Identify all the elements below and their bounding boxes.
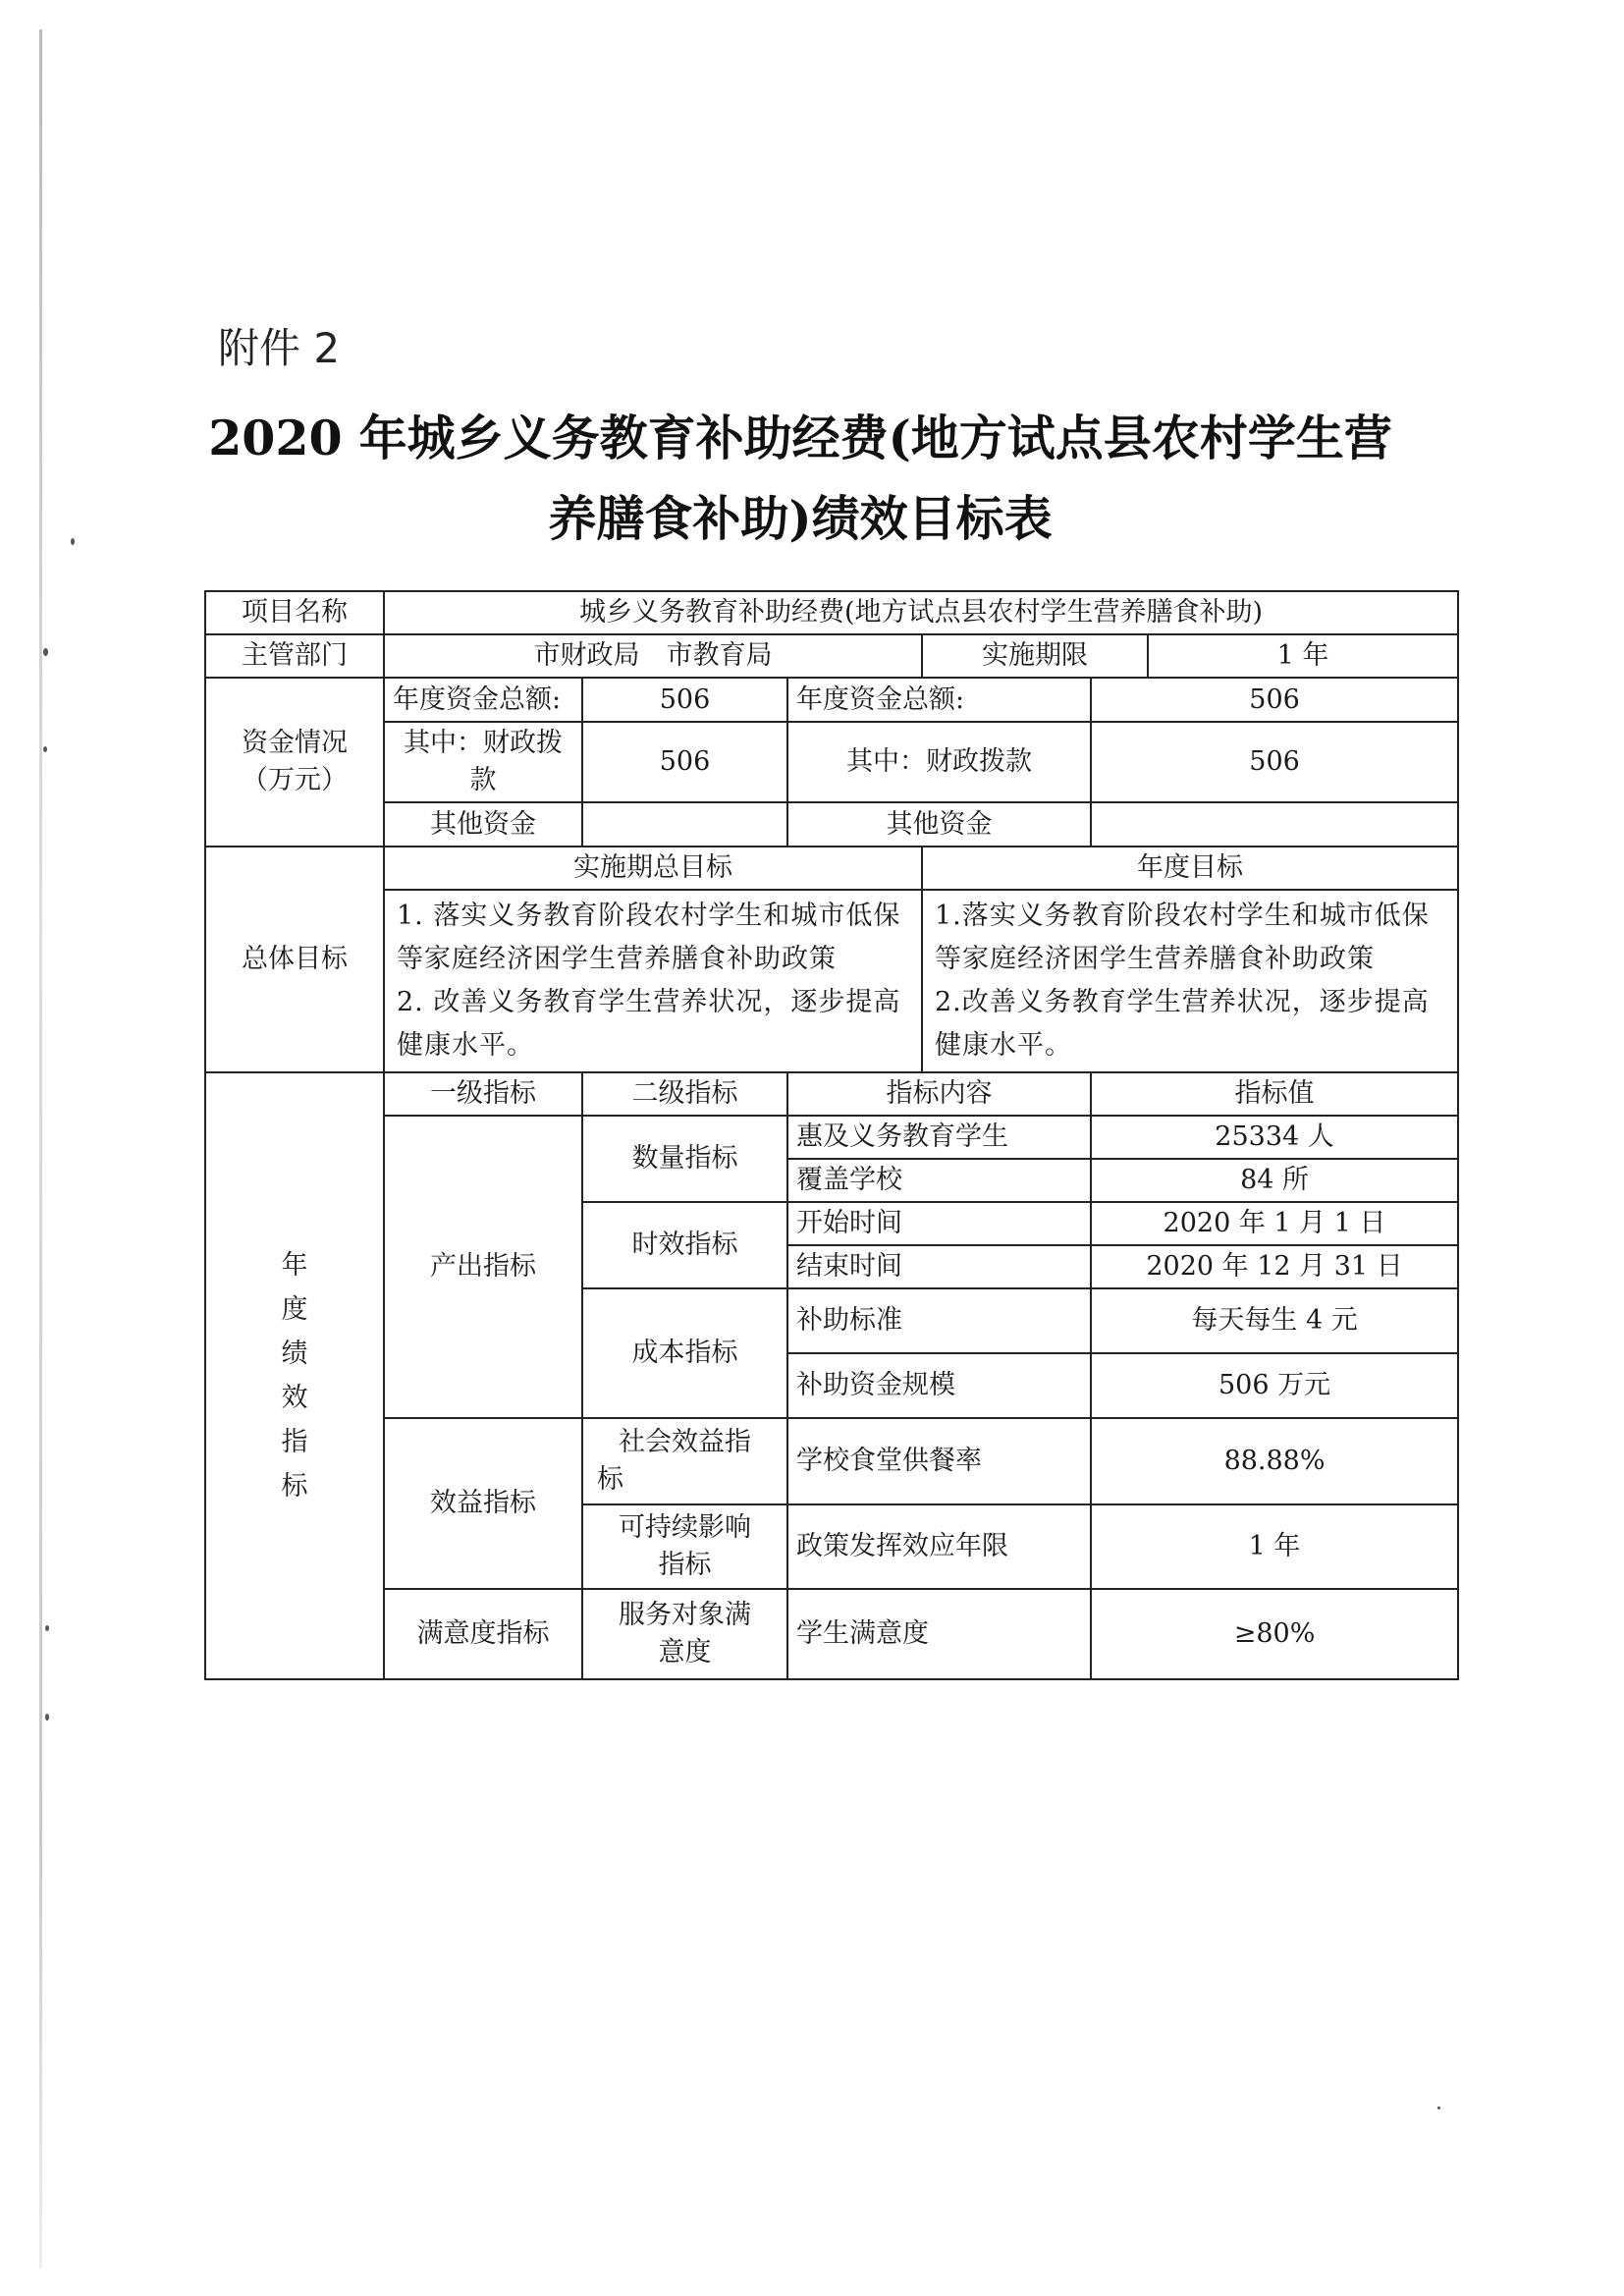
fiscal-allocation-label-2: 其中：财政拨款	[787, 722, 1091, 802]
social-benefit-line-1: 社会效益指	[619, 1427, 751, 1457]
row-funds-total	[205, 678, 1458, 722]
header-value: 指标值	[1091, 1072, 1458, 1116]
indicator-content: 补助标准	[787, 1288, 1091, 1353]
indicator-value: 25334 人	[1091, 1116, 1458, 1159]
period-goal-header: 实施期总目标	[384, 847, 922, 890]
indicator-label-char: 效	[281, 1383, 308, 1413]
table-row	[205, 1116, 1458, 1159]
scan-speck	[45, 1625, 49, 1631]
header-content: 指标内容	[787, 1072, 1091, 1116]
scan-speck	[43, 746, 47, 752]
indicator-content: 覆盖学校	[787, 1159, 1091, 1202]
scan-speck	[43, 648, 48, 656]
overall-goal-label: 总体目标	[205, 847, 384, 1072]
quantity-indicator-label: 数量指标	[582, 1116, 787, 1202]
funds-label	[205, 678, 384, 847]
indicator-value: 506 万元	[1091, 1353, 1458, 1418]
table-row	[205, 1589, 1458, 1679]
service-target-line-1: 服务对象满	[619, 1600, 751, 1630]
indicator-content: 学生满意度	[787, 1589, 1091, 1679]
indicator-value: 1 年	[1091, 1504, 1458, 1589]
document-title-line-2: 养膳食补助)绩效目标表	[548, 490, 1053, 547]
indicator-content: 开始时间	[787, 1202, 1091, 1245]
fiscal-allocation-label: 其中：财政拨款	[384, 722, 582, 802]
scan-edge	[39, 29, 42, 2269]
row-funds-fiscal	[205, 722, 1458, 802]
project-name-value: 城乡义务教育补助经费(地方试点县农村学生营养膳食补助)	[384, 591, 1458, 634]
annual-goal-item-2: 2.改善义务教育学生营养状况，逐步提高健康水平。	[935, 987, 1430, 1061]
sustainable-impact-indicator-label	[582, 1504, 787, 1589]
annual-total-value: 506	[582, 678, 787, 722]
funds-label-line-1: 资金情况	[242, 728, 348, 758]
funds-label-line-2: （万元）	[242, 765, 348, 795]
timeliness-indicator-label: 时效指标	[582, 1202, 787, 1288]
indicator-value: 2020 年 1 月 1 日	[1091, 1202, 1458, 1245]
social-benefit-indicator-label	[582, 1418, 787, 1504]
indicator-value: ≥80%	[1091, 1589, 1458, 1679]
annual-goal-text	[922, 890, 1458, 1072]
row-goal-headers	[205, 847, 1458, 890]
indicator-content: 惠及义务教育学生	[787, 1116, 1091, 1159]
sustainable-impact-line-1: 可持续影响	[619, 1512, 751, 1543]
indicator-value: 2020 年 12 月 31 日	[1091, 1245, 1458, 1288]
other-funds-value-2	[1091, 802, 1458, 847]
header-level1: 一级指标	[384, 1072, 582, 1116]
document-title-line-1: 2020 年城乡义务教育补助经费(地方试点县农村学生营	[208, 410, 1392, 466]
annual-total-label-2: 年度资金总额:	[787, 678, 1091, 722]
period-goal-item-2: 2. 改善义务教育学生营养状况，逐步提高健康水平。	[397, 987, 901, 1061]
project-name-label: 项目名称	[205, 591, 384, 634]
indicator-content: 学校食堂供餐率	[787, 1418, 1091, 1504]
indicator-label-char: 指	[281, 1427, 308, 1457]
annual-total-label: 年度资金总额:	[384, 678, 582, 722]
indicator-content: 政策发挥效应年限	[787, 1504, 1091, 1589]
department-label: 主管部门	[205, 634, 384, 678]
attachment-label: 附件 2	[218, 324, 341, 372]
other-funds-value	[582, 802, 787, 847]
annual-performance-indicator-label	[205, 1072, 384, 1679]
row-funds-other	[205, 802, 1458, 847]
cost-indicator-label: 成本指标	[582, 1288, 787, 1418]
indicator-value: 84 所	[1091, 1159, 1458, 1202]
row-project-name	[205, 591, 1458, 634]
indicator-content: 结束时间	[787, 1245, 1091, 1288]
performance-target-table	[204, 590, 1459, 1680]
satisfaction-indicator-label: 满意度指标	[384, 1589, 582, 1679]
scan-speck	[1437, 2106, 1440, 2109]
fiscal-allocation-value: 506	[582, 722, 787, 802]
service-target-satisfaction-label	[582, 1589, 787, 1679]
other-funds-label-2: 其他资金	[787, 802, 1091, 847]
output-indicator-label: 产出指标	[384, 1116, 582, 1418]
table-row	[205, 1418, 1458, 1504]
benefit-indicator-label: 效益指标	[384, 1418, 582, 1589]
department-value: 市财政局 市教育局	[384, 634, 922, 678]
fiscal-allocation-value-2: 506	[1091, 722, 1458, 802]
scan-speck	[71, 538, 75, 545]
implementation-period-value: 1 年	[1148, 634, 1458, 678]
period-goal-text	[384, 890, 922, 1072]
annual-total-value-2: 506	[1091, 678, 1458, 722]
social-benefit-line-2: 标	[597, 1464, 623, 1495]
annual-goal-item-1: 1.落实义务教育阶段农村学生和城市低保等家庭经济困学生营养膳食补助政策	[935, 901, 1430, 974]
indicator-label-char: 度	[281, 1294, 308, 1325]
sustainable-impact-line-2: 指标	[658, 1550, 712, 1580]
scan-speck	[45, 1714, 49, 1721]
indicator-content: 补助资金规模	[787, 1353, 1091, 1418]
indicator-value: 88.88%	[1091, 1418, 1458, 1504]
annual-goal-header: 年度目标	[922, 847, 1458, 890]
header-level2: 二级指标	[582, 1072, 787, 1116]
indicator-label-char: 标	[281, 1471, 308, 1502]
indicator-value: 每天每生 4 元	[1091, 1288, 1458, 1353]
implementation-period-label: 实施期限	[922, 634, 1148, 678]
row-indicator-headers	[205, 1072, 1458, 1116]
row-goal-text	[205, 890, 1458, 1072]
row-department	[205, 634, 1458, 678]
other-funds-label: 其他资金	[384, 802, 582, 847]
indicator-label-char: 绩	[281, 1339, 308, 1369]
period-goal-item-1: 1. 落实义务教育阶段农村学生和城市低保等家庭经济困学生营养膳食补助政策	[397, 901, 901, 974]
service-target-line-2: 意度	[658, 1637, 712, 1667]
indicator-label-char: 年	[281, 1250, 308, 1281]
